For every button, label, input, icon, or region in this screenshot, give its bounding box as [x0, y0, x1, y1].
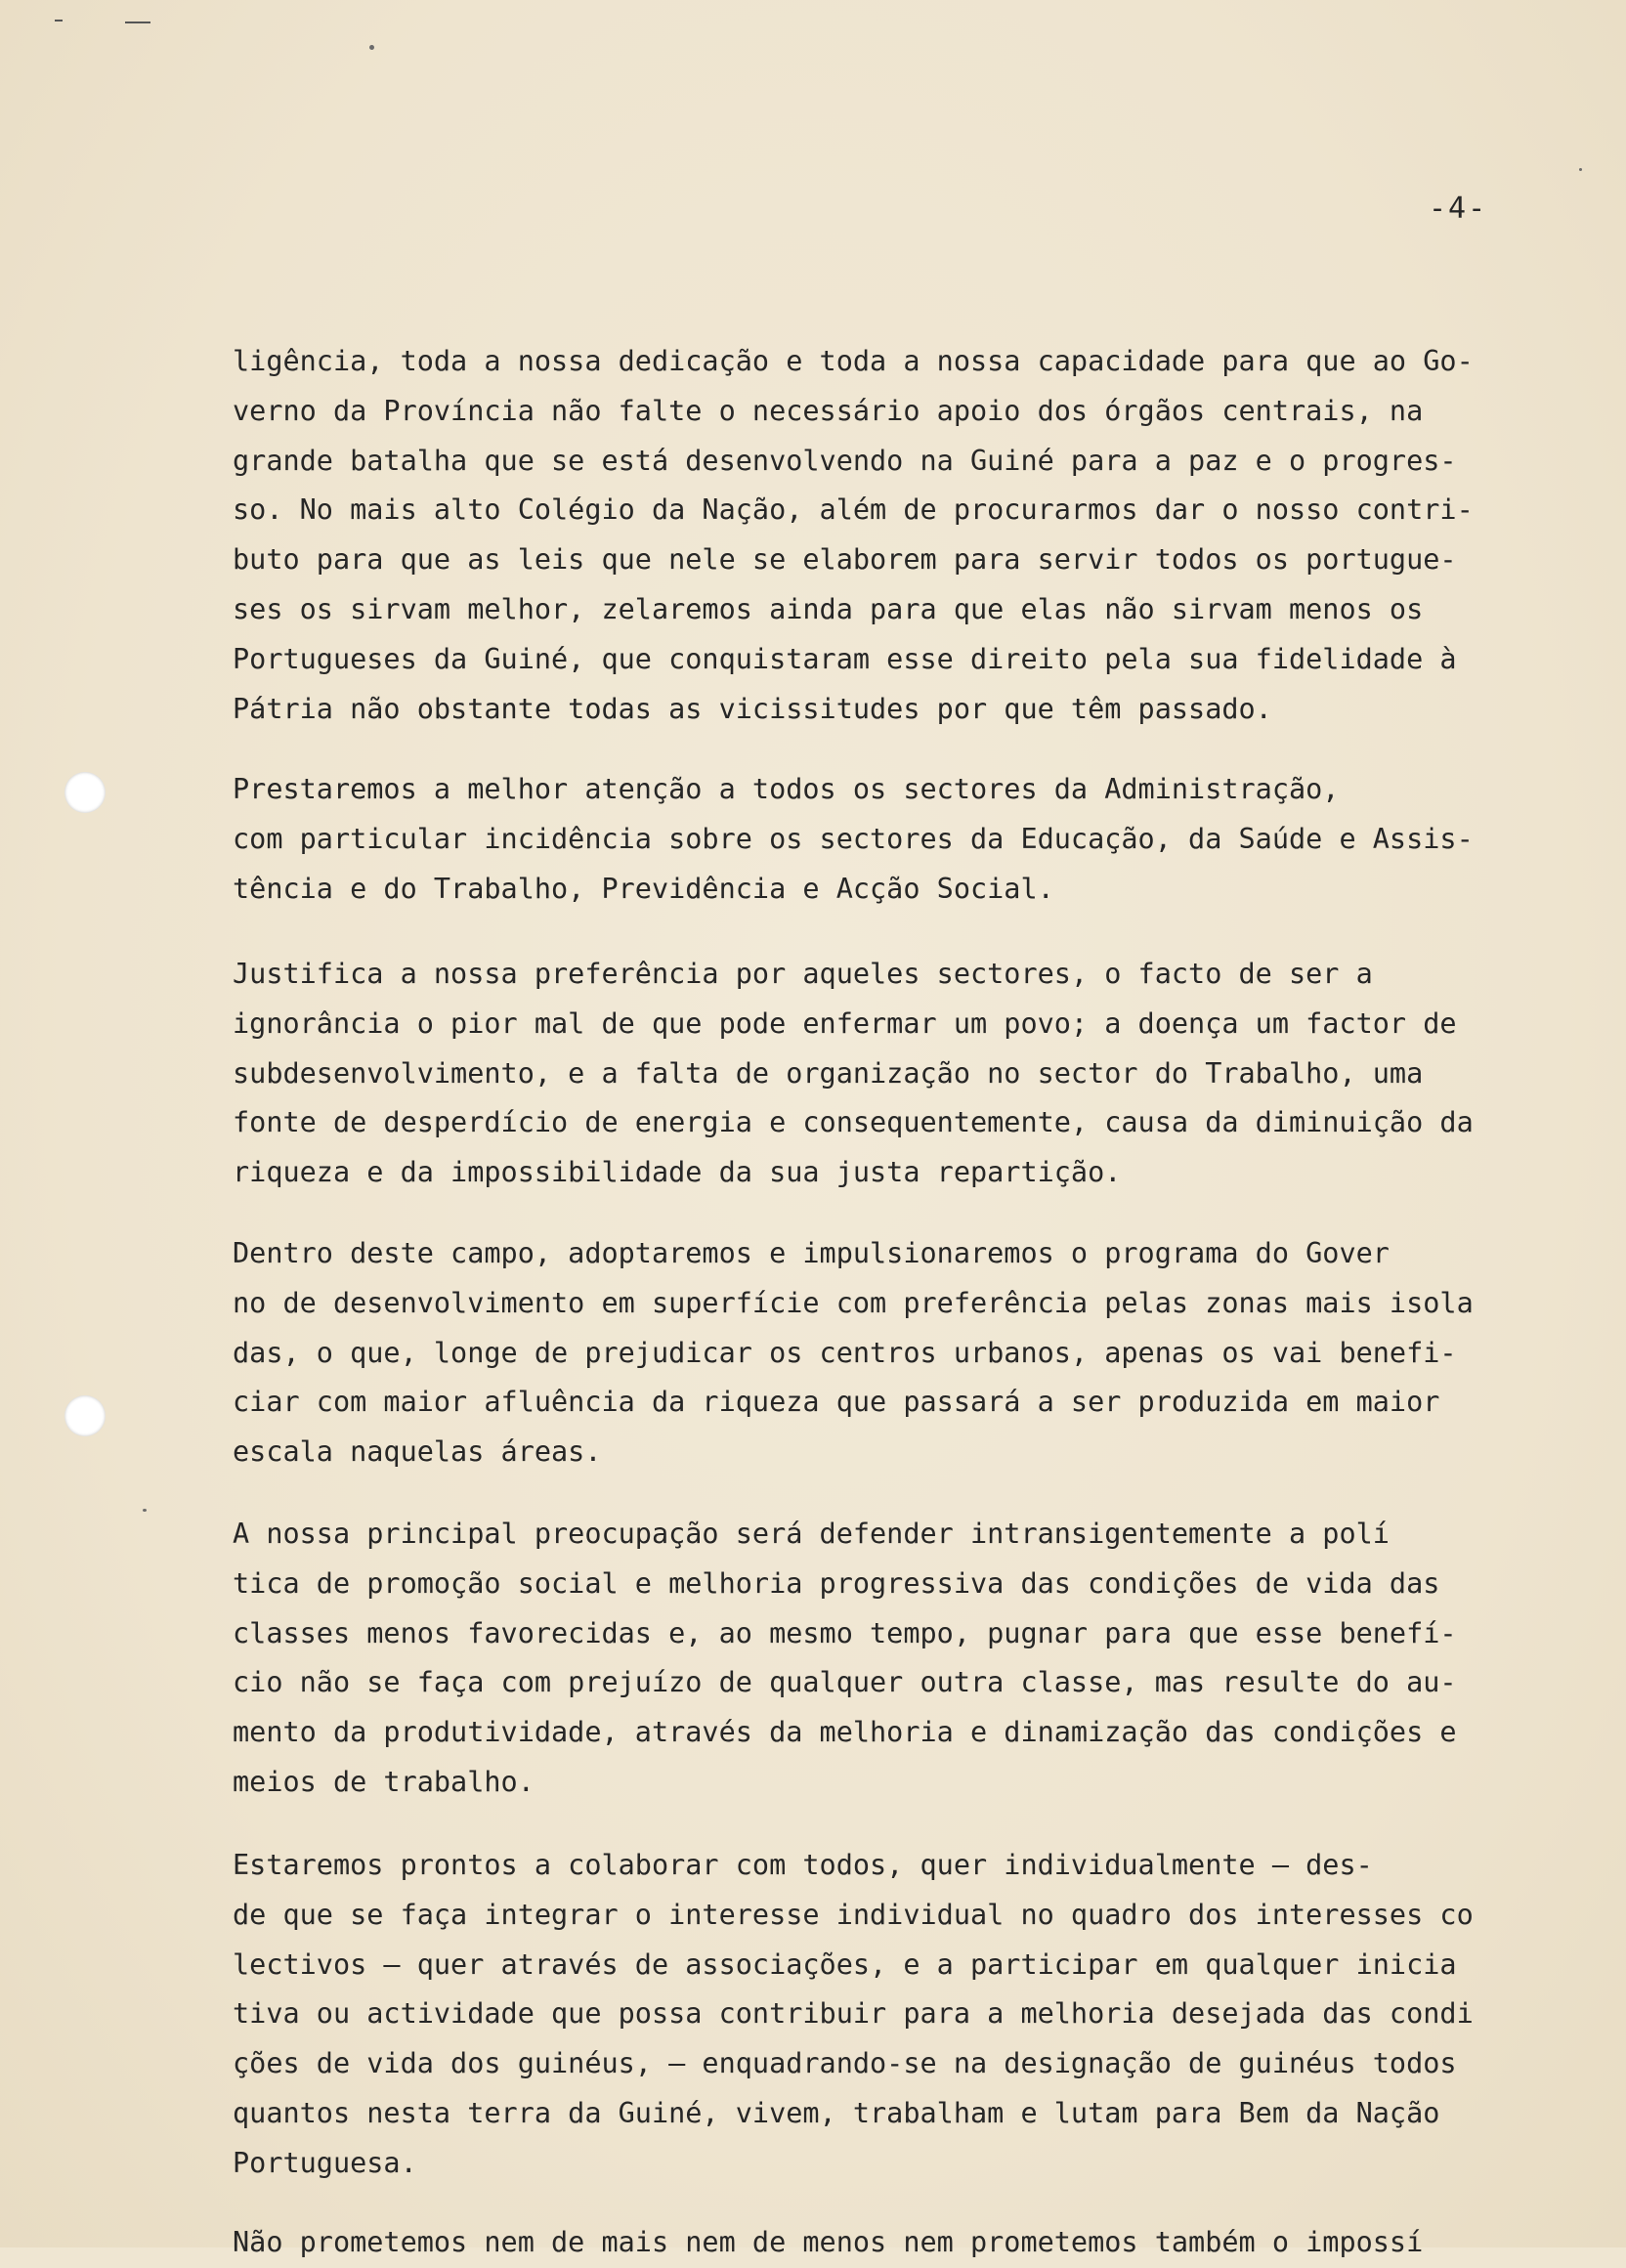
text-line: Portugueses da Guiné, que conquistaram esse direito pela sua fidelidade à [233, 642, 1457, 675]
paper-mark [125, 21, 150, 23]
page-number: -4- [1429, 192, 1488, 226]
punch-hole [64, 772, 106, 813]
text-line: fonte de desperdício de energia e consequentemente, causa da diminuição da [233, 1106, 1474, 1139]
paper-speck [1579, 168, 1582, 171]
text-line: buto para que as leis que nele se elaborem para servir todos os portugue- [233, 543, 1457, 577]
paragraph-1 [233, 337, 1542, 734]
text-line: quantos nesta terra da Guiné, vivem, trabalham e lutam para Bem da Nação [233, 2096, 1440, 2129]
text-line: riqueza e da impossibilidade da sua justa repartição. [233, 1156, 1122, 1189]
paragraph-2 [233, 765, 1542, 914]
text-line: tiva ou actividade que possa contribuir para a melhoria desejada das condi [233, 1997, 1474, 2031]
text-line: Estaremos prontos a colaborar com todos, quer individualmente — des- [233, 1849, 1373, 1881]
text-line: das, o que, longe de prejudicar os centros urbanos, apenas os vai benefi- [233, 1336, 1457, 1369]
text-line: no de desenvolvimento em superfície com preferência pelas zonas mais isola [233, 1286, 1474, 1319]
text-line: com particular incidência sobre os sectores da Educação, da Saúde e Assis- [233, 822, 1474, 855]
text-line: ções de vida dos guinéus, — enquadrando-se na designação de guinéus todos [233, 2047, 1457, 2080]
text-line: tica de promoção social e melhoria progressiva das condições de vida das [233, 1566, 1440, 1600]
text-line: Pátria não obstante todas as vicissitudes por que têm passado. [233, 692, 1272, 725]
text-line: classes menos favorecidas e, ao mesmo tempo, pugnar para que esse benefí- [233, 1616, 1457, 1649]
paper-speck [369, 45, 374, 50]
text-line: ligência, toda a nossa dedicação e toda a nossa capacidade para que ao Go- [233, 345, 1474, 377]
text-line: so. No mais alto Colégio da Nação, além de procurarmos dar o nosso contri- [233, 493, 1474, 527]
text-line: escala naquelas áreas. [233, 1435, 602, 1469]
text-line: Justifica a nossa preferência por aqueles sectores, o facto de ser a [233, 958, 1373, 990]
text-line: cio não se faça com prejuízo de qualquer outra classe, mas resulte do au- [233, 1666, 1457, 1699]
paragraph-4 [233, 1229, 1542, 1477]
text-line: grande batalha que se está desenvolvendo na Guiné para a paz e o progres- [233, 444, 1457, 477]
text-line: ignorância o pior mal de que pode enfermar um povo; a doença um factor de [233, 1006, 1457, 1040]
text-line: de que se faça integrar o interesse individual no quadro dos interesses co [233, 1898, 1474, 1931]
text-line: ciar com maior afluência da riqueza que passará a ser produzida em maior [233, 1386, 1440, 1419]
punch-hole [64, 1395, 106, 1436]
text-line: meios de trabalho. [233, 1765, 535, 1798]
text-line: Não prometemos nem de mais nem de menos nem prometemos também o impossí [233, 2226, 1424, 2258]
text-line: Prestaremos a melhor atenção a todos os sectores da Administração, [233, 773, 1340, 805]
text-line: tência e do Trabalho, Previdência e Acção Social. [233, 872, 1054, 905]
paragraph-5 [233, 1510, 1542, 1808]
paragraph-6 [233, 1841, 1542, 2189]
text-line: Portuguesa. [233, 2146, 417, 2179]
paragraph-7 [233, 2218, 1542, 2268]
text-line: verno da Província não falte o necessário apoio dos órgãos centrais, na [233, 394, 1424, 427]
paper-speck [143, 1509, 147, 1512]
text-line: ses os sirvam melhor, zelaremos ainda para que elas não sirvam menos os [233, 592, 1424, 625]
paper-mark [55, 20, 63, 21]
text-line: lectivos — quer através de associações, e a participar em qualquer inicia [233, 1947, 1457, 1981]
paragraph-3 [233, 950, 1542, 1198]
text-line: A nossa principal preocupação será defender intransigentemente a polí [233, 1518, 1390, 1550]
text-line: mento da produtividade, através da melhoria e dinamização das condições e [233, 1716, 1457, 1749]
text-line: Dentro deste campo, adoptaremos e impulsionaremos o programa do Gover [233, 1237, 1390, 1269]
text-line: subdesenvolvimento, e a falta de organização no sector do Trabalho, uma [233, 1056, 1424, 1090]
